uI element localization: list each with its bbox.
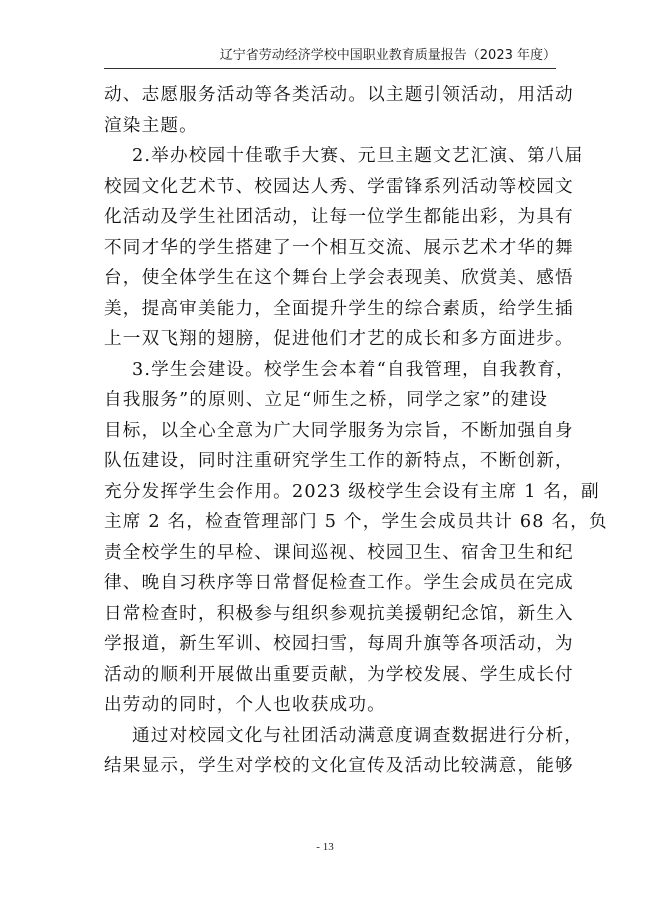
text-line: 责全校学生的早检、课间巡视、校园卫生、宿舍卫生和纪 — [104, 542, 574, 563]
text-line: 自我服务”的原则、立足“师生之桥，同学之家”的建设 — [104, 390, 549, 410]
text-line: 队伍建设，同时注重研究学生工作的新特点，不断创新， — [104, 451, 574, 471]
text-line: 结果显示，学生对学校的文化宣传及活动比较满意，能够 — [104, 756, 574, 776]
text-line: 充分发挥学生会作用。2023 级校学生会设有主席 1 名，副 — [104, 481, 600, 502]
text-line: 通过对校园文化与社团活动满意度调查数据进行分析， — [132, 725, 584, 746]
text-line: 美，提高审美能力，全面提升学生的综合素质，给学生插 — [104, 298, 574, 319]
text-line: 台，使全体学生在这个舞台上学会表现美、欣赏美、感悟 — [104, 268, 574, 288]
text-line: 化活动及学生社团活动，让每一位学生都能出彩，为具有 — [104, 207, 574, 227]
text-line: 上一双飞翔的翅膀，促进他们才艺的成长和多方面进步。 — [104, 329, 574, 349]
text-line: 校园文化艺术节、校园达人秀、学雷锋系列活动等校园文 — [104, 176, 574, 197]
text-line: 3.学生会建设。校学生会本着“自我管理，自我教育， — [132, 359, 575, 380]
page-header: 辽宁省劳动经济学校中国职业教育质量报告（2023 年度） — [219, 48, 556, 63]
text-line: 学报道，新生军训、校园扫雪，每周升旗等各项活动，为 — [104, 634, 574, 654]
text-line: 律、晚自习秩序等日常督促检查工作。学生会成员在完成 — [104, 573, 574, 593]
page-number: - 13 — [316, 841, 334, 853]
text-line: 活动的顺利开展做出重要贡献，为学校发展、学生成长付 — [104, 664, 574, 685]
text-line: 渲染主题。 — [104, 115, 198, 136]
text-line: 动、志愿服务活动等各类活动。以主题引领活动，用活动 — [104, 85, 574, 105]
text-line: 出劳动的同时，个人也收获成功。 — [104, 695, 386, 715]
text-line: 目标，以全心全意为广大同学服务为宗旨，不断加强自身 — [104, 420, 574, 441]
text-line: 日常检查时，积极参与组织参观抗美援朝纪念馆，新生入 — [104, 603, 574, 624]
text-line: 主席 2 名，检查管理部门 5 个，学生会成员共计 68 名，负 — [104, 512, 608, 532]
header-rule — [104, 68, 556, 69]
text-line: 2.举办校园十佳歌手大赛、元旦主题文艺汇演、第八届 — [132, 146, 584, 166]
text-line: 不同才华的学生搭建了一个相互交流、展示艺术才华的舞 — [104, 237, 574, 258]
body-text — [104, 80, 608, 782]
